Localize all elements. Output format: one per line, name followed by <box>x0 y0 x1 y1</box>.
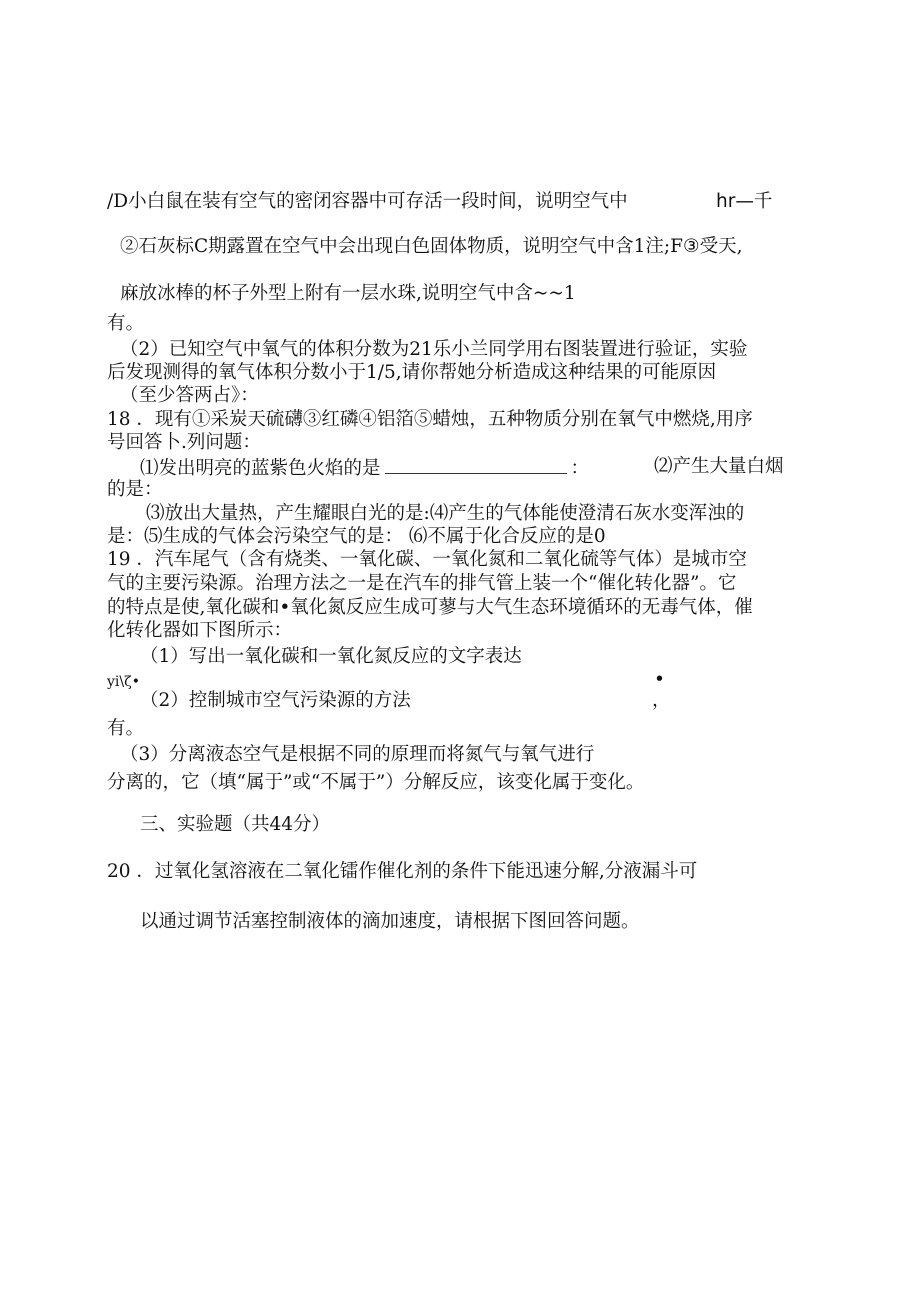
q19-part-3: （3）分离液态空气是根据不同的原理而将氮气与氧气进行 <box>120 744 595 765</box>
q18-sub-2: ⑵产生大量白烟 <box>654 456 784 477</box>
q19-line-3: 的特点是使,氧化碳和•氧化氮反应生成可蓼与大气生态环境循环的无毒气体，催 <box>107 597 753 618</box>
q19-mark: yi\ζ• <box>107 674 140 690</box>
q17-line-3: 麻放冰棒的杯子外型上附有一层水珠,说明空气中含~~1 <box>120 283 576 304</box>
q19-part-3-line-2: 分离的，它（填“属于”或“不属于”）分解反应，该变化属于变化。 <box>107 772 645 793</box>
q20-line-1: 20 ．过氧化氢溶液在二氧化镭作催化剂的条件下能迅速分解,分液漏斗可 <box>107 861 698 882</box>
q18-line-6: 是：⑸生成的气体会污染空气的是： ⑹不属于化合反应的是0 <box>107 526 606 547</box>
q19-part-1: （1）写出一氧化碳和一氧化氮反应的文字表达 <box>140 646 522 667</box>
q18-line-2: 号回答卜.列问题： <box>107 432 261 453</box>
q17-part2-line-2: 后发现测得的氧气体积分数小于1/5,请你帮她分析造成这种结果的可能原因 <box>107 362 717 383</box>
q17-line-2: ②石灰标C期露置在空气中会出现白色固体物质，说明空气中含1注;F③受天, <box>120 236 743 257</box>
q19-line-2: 气的主要污染源。治理方法之一是在汽车的排气管上装一个“催化转化器”。它 <box>107 573 737 594</box>
q17-line-4: 有。 <box>107 313 145 334</box>
q20-line-2: 以通过调节活塞控制液体的滴加速度，请根据下图回答问题。 <box>140 911 640 932</box>
q18-sub-1-colon: ： <box>570 458 590 479</box>
q19-line-1: 19 ．汽车尾气（含有烧类、一氧化碳、一氧化氮和二氧化硫等气体）是城市空 <box>107 549 747 570</box>
q18-line-1: 18 ．现有①采炭天硫礴③红磷④铝箔⑤蜡烛，五种物质分别在氧气中燃烧,用序 <box>107 409 753 430</box>
answer-blank[interactable] <box>385 455 567 474</box>
q19-dot: • <box>654 669 665 690</box>
q18-line-5: ⑶放出大量热，产生耀眼白光的是:⑷产生的气体能使澄清石灰水变浑浊的 <box>146 503 745 524</box>
q19-line-you: 有。 <box>107 718 145 739</box>
q19-comma: ， <box>652 690 671 711</box>
q19-part-2: （2）控制城市空气污染源的方法 <box>140 690 411 711</box>
q18-line-4: 的是： <box>107 479 163 500</box>
q17-line-1 <box>107 190 628 214</box>
q18-sub-1-text: ⑴发出明亮的蓝紫色火焰的是 <box>140 458 381 479</box>
q17-line-1-text: /D小白鼠在装有空气的密闭容器中可存活一段时间，说明空气中 <box>107 191 628 212</box>
q17-part2-line-3: （至少答两占》： <box>120 385 259 406</box>
section-title: 三、实验题（共44分） <box>140 814 331 835</box>
q19-line-4: 化转化器如下图所示： <box>107 620 293 641</box>
q18-sub-1 <box>140 455 589 481</box>
q17-part2-line-1: （2）已知空气中氧气的体积分数为21乐小兰同学用右图装置进行验证，实验 <box>120 339 748 360</box>
q17-line-1-tail: hr—千 <box>716 191 773 212</box>
